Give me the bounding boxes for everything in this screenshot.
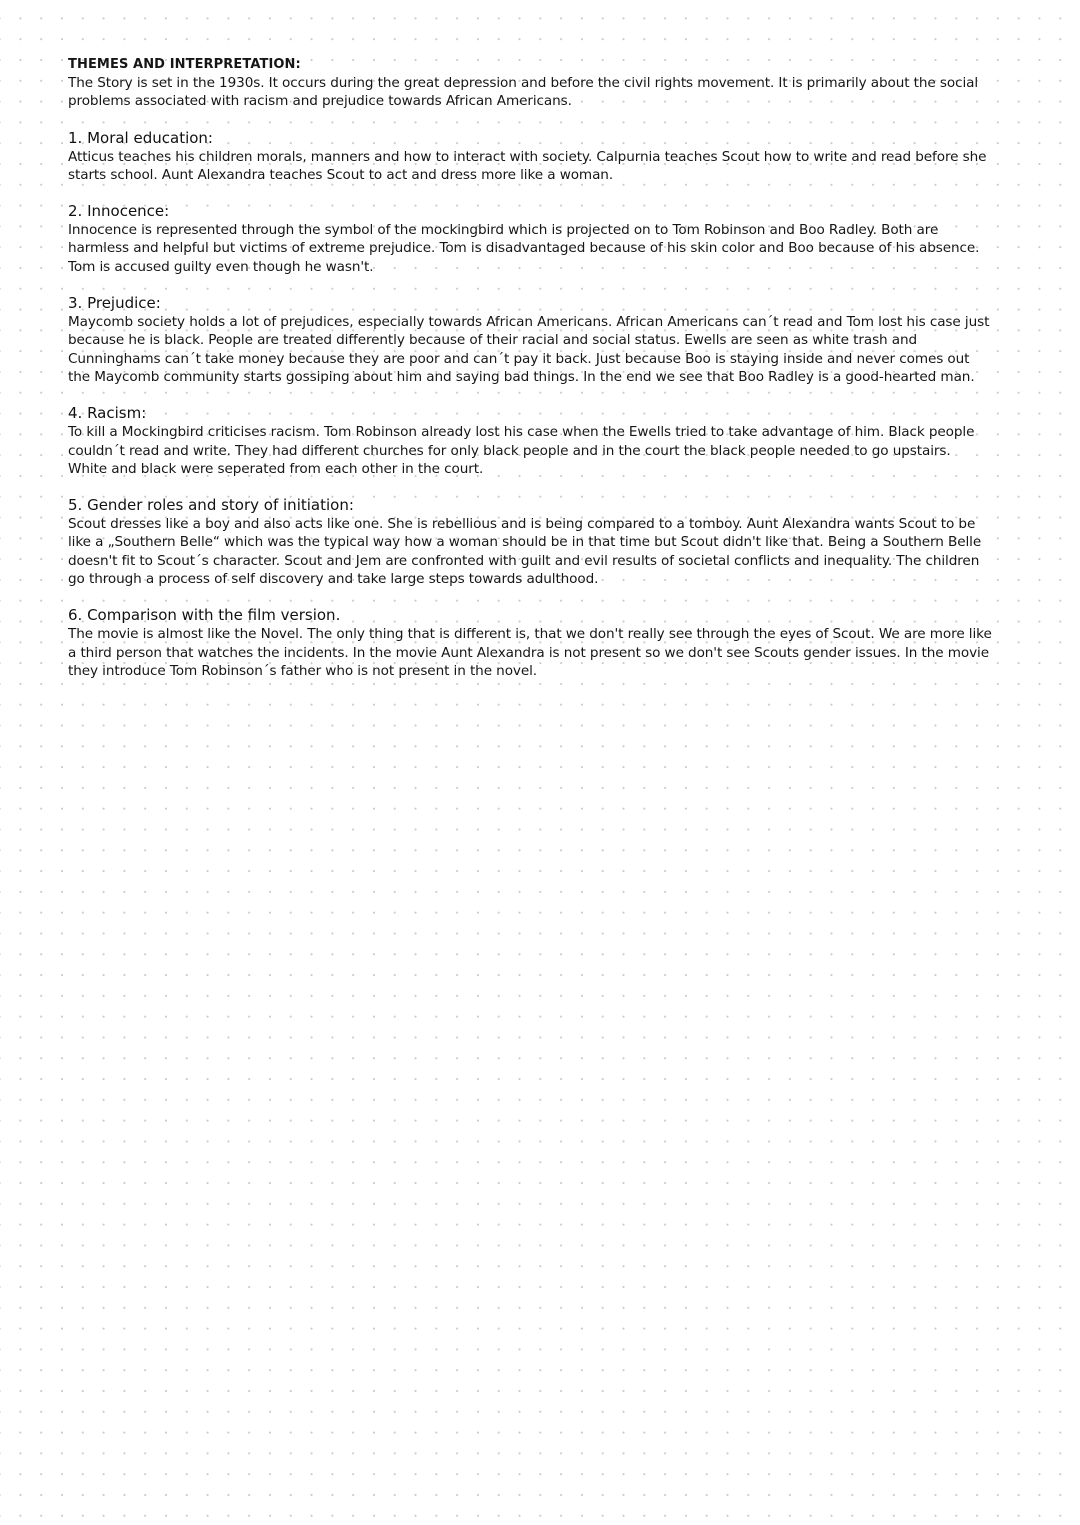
section-body: The movie is almost like the Novel. The only thing that is different is, that we don't really see through the eyes of Scout. We are more like a third person that watches the incidents. In the movie Aunt Alexandra is not present so we don't see Scouts gender issues. In the movie they introduce Tom Robinson´s father who is not present in the novel. — [68, 626, 992, 679]
section-heading: 3. Prejudice: — [68, 294, 161, 313]
document-page — [68, 56, 993, 680]
section-body: Atticus teaches his children morals, manners and how to interact with society. Calpurnia teaches Scout how to write and read before she starts school. Aunt Alexandra teaches Scout to act and dress more like a woman. — [68, 148, 987, 183]
section-heading: 1. Moral education: — [68, 128, 213, 147]
section-gender-roles — [68, 496, 993, 588]
section-moral-education — [68, 129, 993, 185]
section-heading: 5. Gender roles and story of initiation: — [68, 496, 354, 515]
intro-paragraph: The Story is set in the 1930s. It occurs during the great depression and before the civil rights movement. It is primarily about the social problems associated with racism and prejudice towards African Americans. — [68, 75, 979, 110]
section-body: To kill a Mockingbird criticises racism. Tom Robinson already lost his case when the Ewells tried to take advantage of him. Black people couldn´t read and write. They had different churches for only black people and in the court the black people needed to go upstairs. White and black were seperated from each other in the court. — [68, 424, 975, 477]
section-heading: 6. Comparison with the film version. — [68, 606, 341, 625]
section-innocence — [68, 202, 993, 276]
section-heading: 2. Innocence: — [68, 202, 170, 221]
section-racism — [68, 404, 993, 478]
section-body: Maycomb society holds a lot of prejudices, especially towards African Americans. African Americans can´t read and Tom lost his case just because he is black. People are treated differently because of their racial and social status. Ewells are seen as white trash and Cunninghams can´t take money because they are poor and can´t pay it back. Just because Boo is staying inside and never comes out the Maycomb community starts gossiping about him and saying bad things. In the end we see that Boo Radley is a good-hearted man. — [68, 314, 990, 385]
section-body: Scout dresses like a boy and also acts like one. She is rebellious and is being compared to a tomboy. Aunt Alexandra wants Scout to be like a „Southern Belle“ which was the typical way how a woman should be in that time but Scout didn't like that. Being a Southern Belle doesn't fit to Scout´s character. Scout and Jem are confronted with guilt and evil results of societal conflicts and inequality. The children go through a process of self discovery and take large steps towards adulthood. — [68, 516, 982, 588]
section-film-comparison — [68, 606, 993, 680]
section-body: Innocence is represented through the symbol of the mockingbird which is projected on to Tom Robinson and Boo Radley. Both are harmless and helpful but victims of extreme prejudice. Tom is disadvantaged because of his skin color and Boo because of his absence. Tom is accused guilty even though he wasn't. — [68, 222, 980, 275]
section-heading: 4. Racism: — [68, 404, 147, 423]
document-title: THEMES AND INTERPRETATION: — [68, 57, 301, 72]
section-prejudice — [68, 294, 993, 386]
